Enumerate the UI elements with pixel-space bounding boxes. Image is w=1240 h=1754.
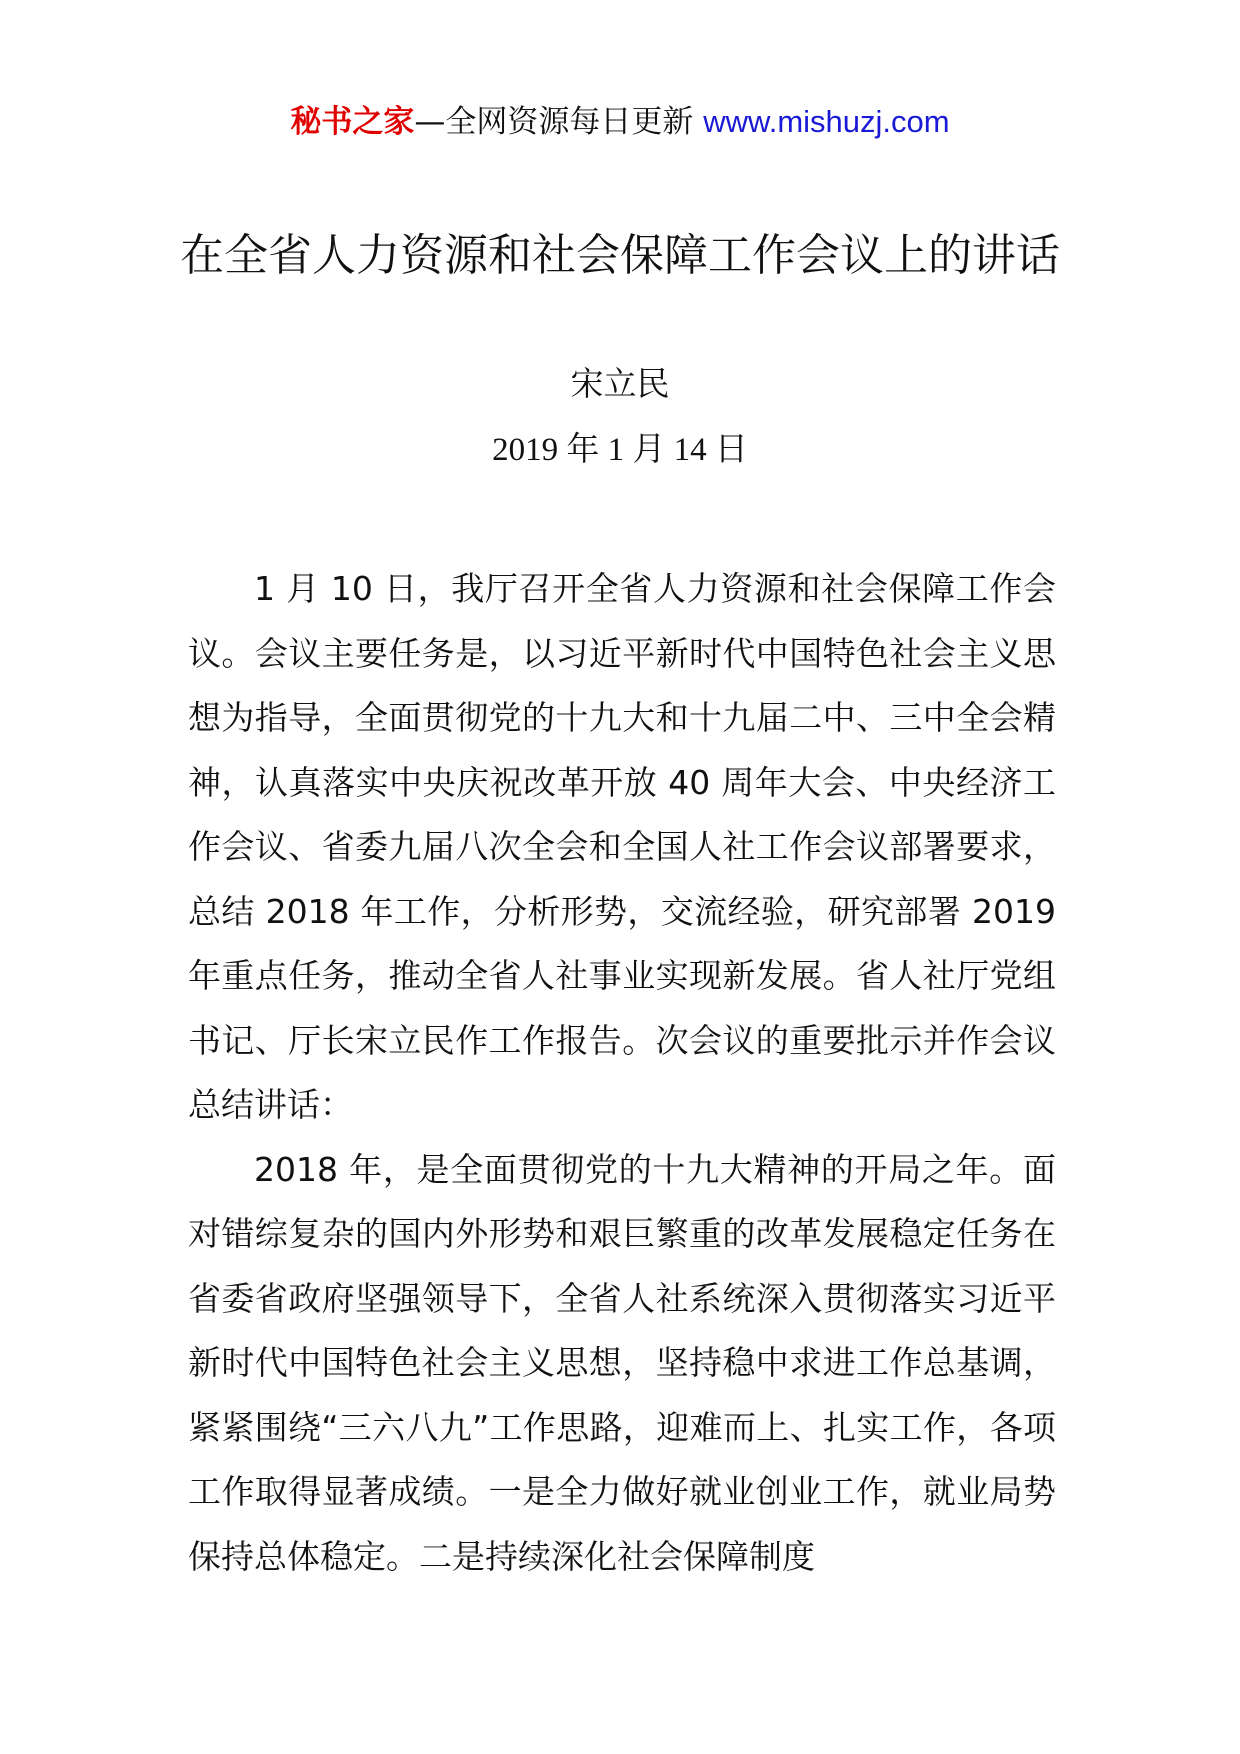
document-date: 2019 年 1 月 14 日 (492, 432, 748, 468)
header-tagline: —全网资源每日更新 (414, 104, 694, 140)
document-title: 在全省人力资源和社会保障工作会议上的讲话 (180, 230, 1060, 281)
document-author: 宋立民 (570, 364, 670, 403)
document-body (188, 557, 1056, 1589)
brand-name: 秘书之家 (290, 104, 415, 140)
site-header (0, 100, 1240, 144)
body-paragraph: 1 月 10 日，我厅召开全省人力资源和社会保障工作会议。会议主要任务是，以习近平新时代中国特色社会主义思想为指导，全面贯彻党的十九大和十九届二中、三中全会精神，认真落实中央庆祝改革开放 40 周年大会、中央经济工作会议、省委九届八次全会和全国人社工作会议部署要求，总结 2018 年工作，分析形势，交流经验，研究部署 2019 年重点任务，推动全省人社事业实现新发展。省人社厅党组书记、厅长宋立民作工作报告。次会议的重要批示并作会议总结讲话： (188, 569, 1056, 1124)
site-url-link[interactable]: www.mishuzj.com (703, 104, 950, 139)
body-paragraph: 2018 年，是全面贯彻党的十九大精神的开局之年。面对错综复杂的国内外形势和艰巨繁重的改革发展稳定任务在省委省政府坚强领导下，全省人社系统深入贯彻落实习近平新时代中国特色社会主义思想，坚持稳中求进工作总基调，紧紧围绕“三六八九”工作思路，迎难而上、扎实工作，各项工作取得显著成绩。一是全力做好就业创业工作，就业局势保持总体稳定。二是持续深化社会保障制度 (188, 1149, 1056, 1576)
